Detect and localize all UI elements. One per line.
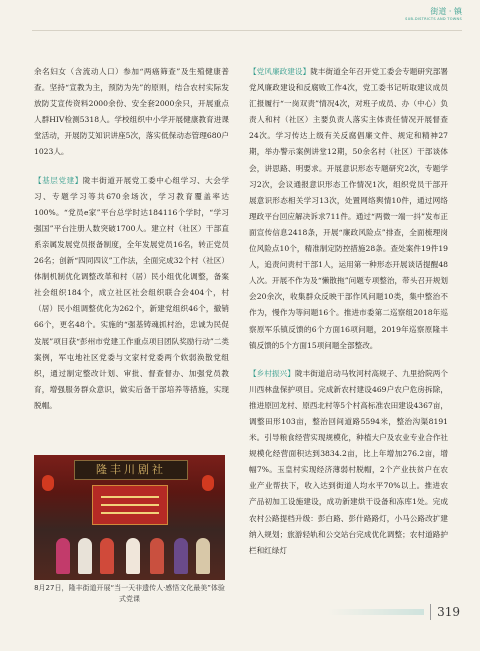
event-photo (34, 455, 225, 580)
lantern-icon (42, 475, 54, 491)
footer-decoration (328, 609, 424, 615)
performer-figure (78, 538, 92, 574)
section-tag: 【乡村振兴】 (249, 368, 295, 378)
paragraph-party-building (34, 173, 229, 414)
performer-figure (174, 538, 188, 574)
lantern-icon (202, 475, 214, 491)
paragraph-body: 陇丰街道全年召开党工委会专题研究部署党风廉政建设和反腐败工作4次，党工委书记听取建议成员汇报履行“一岗双责”情况4次，对班子成员、办（中心）负责人和村（社区）主要负责人落实主体责任情况开展督查24次。学习传达上级有关反腐倡廉文件、规定和精神27期，举办警示案例讲堂12期，50余名村（社区）干部谈体会，讲思路、明要求。开展意识形态专题研究2次，专题学习2次，会议通报意识形态工作情况1次，组织党员干部开展意识形态相关学习13次，处置网络舆情10件，通过网络理政平台回应解决诉求711件。通过“两微一端一抖”发布正面宣传信息2418条，开展“廉政风险点”排查，全面梳理岗位风险点10个，精准制定防控措施28条。查处案件19件19人，追责问责村干部1人，运用第一种形态开展谈话提醒48人次。开展不作为及“懒散拖”问题专项整治，带头召开规划会20余次，收集群众反映干部作风问题10类，集中整治不作为，慢作为等问题16个。推进市委第二巡察组2018年巡察原军乐镇反馈的6个方面16项问题，2019年巡察原隆丰镇反馈的5个方面15项问题全部整改。 (249, 67, 448, 350)
footer-separator (430, 604, 431, 620)
left-column (34, 64, 229, 414)
paragraph-body: 余名妇女（含流动人口）参加“两癌筛查”及生殖健康普查。坚持“宣教为主，预防为先”的原则，结合农村实际发放防艾宣传资料2000余份、安全套2000余只，开展重点人群HIV检测5318人。学校组织中小学开展健康教育进课堂活动，开展防艾知识讲座5次，落实低保动态管理680户1023人。 (34, 67, 229, 157)
right-column (249, 64, 448, 559)
performer-figure (56, 538, 70, 574)
stage-screen (92, 485, 168, 525)
header-divider (32, 30, 462, 31)
paragraph-rural-revitalization (249, 366, 448, 559)
section-tag: 【党风廉政建设】 (249, 67, 311, 76)
section-title: 街道 · 镇 (430, 7, 462, 16)
paragraph-body: 陇丰街道启动马牧河村高规子、九里拾院两个川西林盘保护项目。完成新农村建设469户农户危房拆除，推进原回龙村、原西北村等5个村高标准农田建设4367亩，调整田形103亩，整治回间道路5594米，整治沟渠8191米。引导粮食经营实现规模化，种植大户及农业专业合作社规模化经营面积达到3834.2亩，比上年增加276.2亩，增幅7%。玉皇村实现经济薄弱村脱帽，2个产业扶贫户在农业产业帮扶下，收入达到街道人均水平70%以上。推进农产品初加工设施建设，成功新建烘干设备和冻库1处。完成农村公路提档升级：彭白路、彭什路路灯，小马公路改扩建纳入规划；旅游轻轨和公交站台完成优化调整；农村道路护栏和红绿灯 (249, 368, 448, 555)
page-footer (328, 604, 460, 620)
performer-figure (150, 538, 164, 574)
section-subtitle: SUB-DISTRICTS AND TOWNS (405, 17, 462, 21)
troupe-banner: 隆丰川剧社 (74, 460, 188, 480)
paragraph-integrity (249, 64, 448, 354)
section-tag: 【基层党建】 (34, 175, 83, 185)
page-number: 319 (437, 605, 460, 619)
performer-figure (126, 538, 140, 574)
page-header (405, 7, 462, 22)
performer-figure (100, 538, 114, 574)
photo-caption: 8月27日，隆丰街道开展“当一天非遗传人·感悟文化最美”体验式党课 (34, 584, 225, 603)
paragraph-body: 陇丰街道开展党工委中心组学习、大会学习、专题学习等共670余场次，学习教育覆盖率达100%。“党员e家”平台总学时达184116个学时，“学习强国”平台注册人数突破1700人。建立村（社区）干部直系亲属发展党员报备制度，全年发展党员16名，转正党员26名；创新“四同四议”工作法，全面完成32个村（社区）体制机制优化调整改革和村（居）民小组优化调整，备案社会组织184个，成立社区社会组织联合会404个，村（居）民小组调整优化为262个，新建党组织46个，撤销66个，更名48个。实施的“强基铸魂抓村治，忠诚为民促发展”项目获“彭州市党建工作重点项目团队奖励行动”二类案例，军屯地社区党委与文家村党委两个软弱涣散党组织，通过制定整改计划、审批、督查督办、加强党员教育，增强服务群众意识，做实后备干部培养等措施，实现脱帽。 (34, 175, 229, 410)
performer-figure (196, 538, 210, 574)
paragraph-health (34, 64, 229, 161)
